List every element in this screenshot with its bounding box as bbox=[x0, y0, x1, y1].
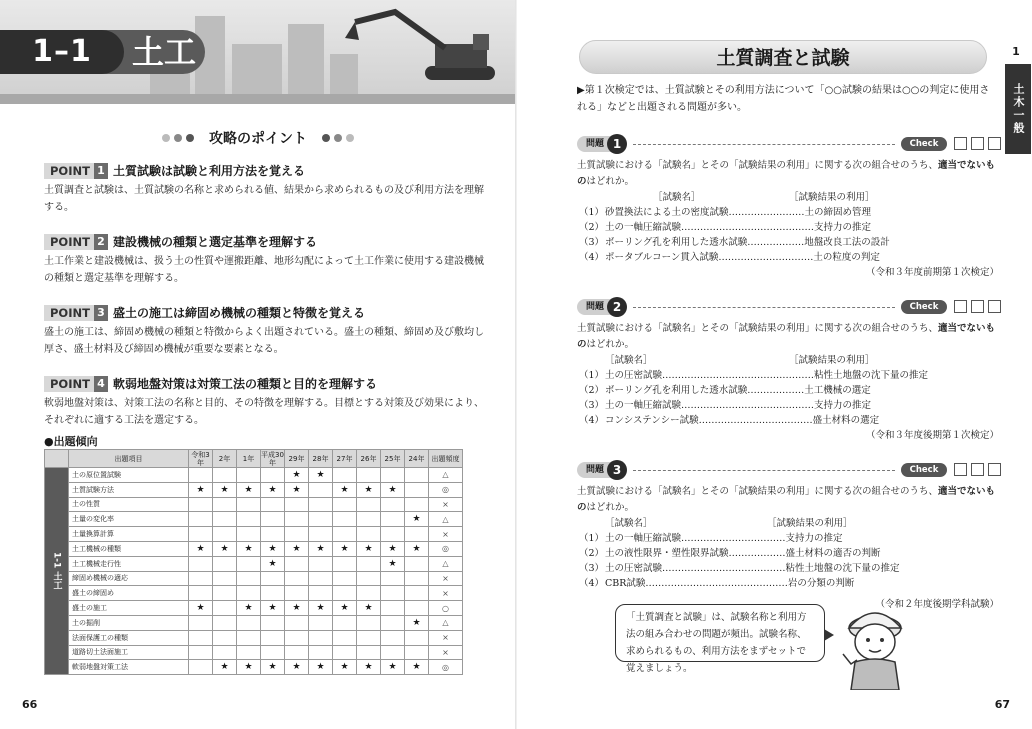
question-2 bbox=[577, 297, 1001, 443]
trend-mark bbox=[357, 497, 381, 512]
decor-dots-left bbox=[160, 130, 196, 146]
trend-mark: ★ bbox=[405, 541, 429, 556]
check-box[interactable] bbox=[988, 300, 1001, 313]
trend-year: 2年 bbox=[213, 450, 237, 468]
point-number: 4 bbox=[94, 376, 108, 392]
trend-year: 1年 bbox=[237, 450, 261, 468]
trend-mark: ★ bbox=[333, 541, 357, 556]
trend-mark bbox=[405, 468, 429, 483]
trend-row bbox=[45, 512, 463, 527]
worker-mascot-illustration bbox=[835, 598, 913, 690]
trend-item: 軟弱地盤対策工法 bbox=[69, 660, 189, 675]
check-box[interactable] bbox=[954, 137, 967, 150]
question-header bbox=[577, 134, 1001, 154]
trend-row bbox=[45, 571, 463, 586]
point-heading: 盛土の施工は締固め機械の種類と特徴を覚える bbox=[112, 306, 365, 320]
trend-mark bbox=[261, 615, 285, 630]
trend-mark bbox=[357, 630, 381, 645]
trend-mark bbox=[381, 512, 405, 527]
trend-mark bbox=[237, 586, 261, 601]
trend-mark bbox=[213, 630, 237, 645]
check-box[interactable] bbox=[971, 300, 984, 313]
trend-mark bbox=[285, 630, 309, 645]
trend-mark bbox=[405, 527, 429, 542]
trend-mark bbox=[309, 571, 333, 586]
trend-col-freq: 出題頻度 bbox=[429, 450, 463, 468]
trend-mark: ★ bbox=[285, 468, 309, 483]
option: （3） 土の一軸圧縮試験……………………………………支持力の推定 bbox=[579, 400, 872, 411]
trend-mark bbox=[261, 497, 285, 512]
trend-freq: × bbox=[429, 497, 463, 512]
trend-mark bbox=[189, 556, 213, 571]
trend-mark bbox=[357, 586, 381, 601]
trend-mark bbox=[261, 468, 285, 483]
trend-mark: ★ bbox=[261, 556, 285, 571]
point-badge: POINT bbox=[44, 234, 94, 250]
point-heading: 軟弱地盤対策は対策工法の種類と目的を理解する bbox=[112, 377, 377, 391]
trend-row bbox=[45, 615, 463, 630]
trend-mark bbox=[333, 527, 357, 542]
trend-mark bbox=[261, 645, 285, 660]
trend-col-item: 出題項目 bbox=[69, 450, 189, 468]
trend-freq: × bbox=[429, 527, 463, 542]
question-number: 1 bbox=[607, 134, 627, 154]
trend-mark: ★ bbox=[261, 482, 285, 497]
trend-mark: ★ bbox=[357, 601, 381, 616]
trend-year: 26年 bbox=[357, 450, 381, 468]
trend-mark bbox=[237, 527, 261, 542]
trend-mark bbox=[405, 497, 429, 512]
option: （4） コンシステンシー試験………………………………盛土材料の選定 bbox=[579, 415, 880, 426]
trend-mark bbox=[309, 630, 333, 645]
trend-mark bbox=[189, 571, 213, 586]
question-source: （令和３年度後期第１次検定） bbox=[865, 430, 999, 441]
trend-mark: ★ bbox=[381, 660, 405, 675]
trend-header-row bbox=[45, 450, 463, 468]
check-box[interactable] bbox=[988, 137, 1001, 150]
trend-mark: ★ bbox=[357, 482, 381, 497]
trend-mark bbox=[357, 556, 381, 571]
trend-mark: ★ bbox=[285, 541, 309, 556]
question-number: 2 bbox=[607, 297, 627, 317]
options-header: ［試験名］ ［試験結果の利用］ bbox=[605, 518, 853, 529]
trend-mark bbox=[237, 556, 261, 571]
trend-row bbox=[45, 527, 463, 542]
trend-mark: ★ bbox=[189, 541, 213, 556]
trend-mark bbox=[405, 586, 429, 601]
trend-mark bbox=[285, 527, 309, 542]
trend-mark bbox=[285, 586, 309, 601]
trend-row bbox=[45, 660, 463, 675]
dashed-rule bbox=[633, 307, 895, 308]
trend-freq: × bbox=[429, 571, 463, 586]
option: （4） CBR試験………………………………………岩の分類の判断 bbox=[579, 578, 855, 589]
trend-freq: ◎ bbox=[429, 660, 463, 675]
question-text: 土質試験における「試験名」とその「試験結果の利用」に関する次の組合せのうち、適当でないものはどれか。 bbox=[577, 160, 996, 187]
trend-table bbox=[44, 449, 463, 675]
trend-mark bbox=[405, 482, 429, 497]
trend-mark: ★ bbox=[405, 660, 429, 675]
option: （2） 土の一軸圧縮試験……………………………………支持力の推定 bbox=[579, 222, 872, 233]
advice-bubble: 「土質調査と試験」は、試験名称と利用方法の組み合わせの問題が頻出。試験名称、求められるもの、利用方法をまずセットで覚えましょう。 bbox=[615, 604, 825, 662]
trend-mark bbox=[333, 512, 357, 527]
trend-freq: × bbox=[429, 586, 463, 601]
check-box[interactable] bbox=[954, 463, 967, 476]
trend-mark: ★ bbox=[381, 556, 405, 571]
trend-item: 盛土の締固め bbox=[69, 586, 189, 601]
check-box[interactable] bbox=[988, 463, 1001, 476]
trend-mark bbox=[333, 571, 357, 586]
option: （2） ボーリング孔を利用した透水試験………………土工機械の選定 bbox=[579, 385, 871, 396]
trend-mark bbox=[309, 615, 333, 630]
trend-freq: △ bbox=[429, 468, 463, 483]
trend-mark bbox=[189, 512, 213, 527]
excavator-illustration bbox=[335, 4, 505, 96]
trend-mark bbox=[309, 497, 333, 512]
trend-mark bbox=[405, 556, 429, 571]
trend-row bbox=[45, 556, 463, 571]
trend-mark bbox=[213, 497, 237, 512]
trend-mark bbox=[189, 527, 213, 542]
trend-mark bbox=[333, 468, 357, 483]
trend-mark bbox=[381, 645, 405, 660]
option: （3） ボーリング孔を利用した透水試験………………地盤改良工法の設計 bbox=[579, 237, 890, 248]
trend-row bbox=[45, 586, 463, 601]
trend-mark bbox=[285, 512, 309, 527]
intro-text: ▶第１次検定では、土質試験とその利用方法について「○○試験の結果は○○の判定に使用される」などと出題される問題が多い。 bbox=[577, 85, 990, 113]
trend-mark bbox=[309, 512, 333, 527]
trend-mark: ★ bbox=[285, 660, 309, 675]
trend-mark bbox=[381, 571, 405, 586]
point-3 bbox=[44, 305, 484, 358]
trend-mark bbox=[405, 630, 429, 645]
trend-item: 土質試験方法 bbox=[69, 482, 189, 497]
trend-mark bbox=[333, 556, 357, 571]
trend-freq: ◎ bbox=[429, 541, 463, 556]
option: （1） 土の一軸圧縮試験……………………………支持力の推定 bbox=[579, 533, 843, 544]
trend-mark: ★ bbox=[237, 482, 261, 497]
trend-mark bbox=[213, 645, 237, 660]
dashed-rule bbox=[633, 470, 895, 471]
trend-mark bbox=[333, 645, 357, 660]
trend-year: 27年 bbox=[333, 450, 357, 468]
trend-mark bbox=[285, 497, 309, 512]
point-heading: 建設機械の種類と選定基準を理解する bbox=[112, 235, 317, 249]
trend-mark: ★ bbox=[333, 660, 357, 675]
trend-item: 締固め機械の適応 bbox=[69, 571, 189, 586]
trend-mark bbox=[189, 497, 213, 512]
trend-mark bbox=[357, 468, 381, 483]
trend-mark bbox=[237, 512, 261, 527]
trend-item: 土の性質 bbox=[69, 497, 189, 512]
trend-row bbox=[45, 541, 463, 556]
trend-mark bbox=[333, 586, 357, 601]
key-points-title: 攻略のポイント bbox=[209, 131, 307, 147]
trend-mark bbox=[189, 586, 213, 601]
trend-mark bbox=[333, 497, 357, 512]
trend-mark bbox=[261, 630, 285, 645]
trend-mark: ★ bbox=[237, 660, 261, 675]
trend-mark bbox=[189, 630, 213, 645]
trend-mark: ★ bbox=[213, 541, 237, 556]
trend-mark: ★ bbox=[357, 660, 381, 675]
trend-mark: ★ bbox=[237, 601, 261, 616]
trend-mark bbox=[261, 586, 285, 601]
trend-row bbox=[45, 482, 463, 497]
trend-row bbox=[45, 601, 463, 616]
trend-freq: × bbox=[429, 645, 463, 660]
trend-mark: ★ bbox=[381, 482, 405, 497]
point-number: 1 bbox=[94, 163, 108, 179]
point-heading: 土質試験は試験と利用方法を覚える bbox=[112, 164, 305, 178]
trend-mark: ★ bbox=[285, 601, 309, 616]
trend-mark bbox=[381, 630, 405, 645]
trend-mark bbox=[237, 630, 261, 645]
page-number-right: 67 bbox=[994, 698, 1010, 711]
trend-mark bbox=[237, 645, 261, 660]
trend-item: 土工機械走行性 bbox=[69, 556, 189, 571]
trend-mark: ★ bbox=[189, 601, 213, 616]
trend-item: 盛土の施工 bbox=[69, 601, 189, 616]
trend-mark bbox=[189, 615, 213, 630]
trend-item: 法面保護工の種類 bbox=[69, 630, 189, 645]
section-title: 土質調査と試験 bbox=[579, 40, 987, 74]
question-source: （令和３年度前期第１次検定） bbox=[865, 267, 999, 278]
trend-mark: ★ bbox=[357, 541, 381, 556]
trend-mark: ★ bbox=[285, 482, 309, 497]
trend-mark: ★ bbox=[309, 541, 333, 556]
trend-mark bbox=[309, 645, 333, 660]
trend-mark bbox=[213, 527, 237, 542]
point-number: 2 bbox=[94, 234, 108, 250]
question-number: 3 bbox=[607, 460, 627, 480]
question-3 bbox=[577, 460, 1001, 612]
check-badge: Check bbox=[901, 300, 947, 314]
trend-mark bbox=[213, 601, 237, 616]
option: （4） ポータブルコーン貫入試験…………………………土の粒度の判定 bbox=[579, 252, 880, 263]
trend-item: 土の掘削 bbox=[69, 615, 189, 630]
trend-mark bbox=[357, 615, 381, 630]
point-1 bbox=[44, 163, 484, 216]
trend-year: 25年 bbox=[381, 450, 405, 468]
trend-item: 土の原位置試験 bbox=[69, 468, 189, 483]
trend-mark bbox=[405, 601, 429, 616]
point-number: 3 bbox=[94, 305, 108, 321]
trend-mark bbox=[405, 645, 429, 660]
trend-mark bbox=[309, 482, 333, 497]
trend-row bbox=[45, 468, 463, 483]
trend-mark: ★ bbox=[405, 615, 429, 630]
trend-mark bbox=[213, 615, 237, 630]
option: （3） 土の圧密試験…………………………………粘性土地盤の沈下量の推定 bbox=[579, 563, 900, 574]
point-body: 盛土の施工は、締固め機械の種類と特徴からよく出題されている。盛土の種類、締固め及び敷均し厚さ、盛土材料及び締固め機械が重要な要素となる。 bbox=[44, 327, 484, 355]
trend-freq: × bbox=[429, 630, 463, 645]
check-box[interactable] bbox=[971, 137, 984, 150]
side-tab-label: 土木一般 bbox=[1005, 64, 1031, 154]
trend-freq: ○ bbox=[429, 601, 463, 616]
trend-mark bbox=[333, 630, 357, 645]
trend-mark bbox=[261, 571, 285, 586]
trend-mark bbox=[309, 586, 333, 601]
chapter-number: 1–1 bbox=[0, 30, 124, 74]
point-body: 土工作業と建設機械は、扱う土の性質や運搬距離、地形勾配によって土工作業に使用する建設機械の種類と選定基準を理解する。 bbox=[44, 256, 484, 284]
point-body: 軟弱地盤対策は、対策工法の名称と目的、その特徴を理解する。目標とする対策及び効果により、それぞれに適する工法を選定する。 bbox=[44, 398, 484, 426]
trend-mark bbox=[381, 601, 405, 616]
trend-mark bbox=[357, 645, 381, 660]
trend-mark bbox=[213, 468, 237, 483]
point-4 bbox=[44, 376, 484, 429]
question-label: 問題 bbox=[577, 136, 613, 152]
question-text: 土質試験における「試験名」とその「試験結果の利用」に関する次の組合せのうち、適当でないものはどれか。 bbox=[577, 486, 996, 513]
trend-mark: ★ bbox=[261, 660, 285, 675]
question-source: （令和２年度後期学科試験） bbox=[875, 599, 999, 610]
trend-mark: ★ bbox=[237, 541, 261, 556]
trend-mark: ★ bbox=[261, 601, 285, 616]
question-label: 問題 bbox=[577, 299, 613, 315]
decor-dots-right bbox=[320, 130, 356, 146]
trend-mark: ★ bbox=[213, 482, 237, 497]
check-box[interactable] bbox=[971, 463, 984, 476]
trend-mark bbox=[333, 615, 357, 630]
question-label: 問題 bbox=[577, 462, 613, 478]
trend-title: ●出題傾向 bbox=[44, 435, 98, 448]
trend-mark bbox=[237, 497, 261, 512]
trend-mark: ★ bbox=[309, 468, 333, 483]
trend-freq: △ bbox=[429, 556, 463, 571]
point-body: 土質調査と試験は、土質試験の名称と求められる値、結果から求められるもの及び利用方法を理解する。 bbox=[44, 185, 484, 213]
trend-item: 土量の変化率 bbox=[69, 512, 189, 527]
trend-mark bbox=[285, 645, 309, 660]
page-number-left: 66 bbox=[22, 698, 38, 711]
trend-mark bbox=[213, 571, 237, 586]
option: （1） 土の圧密試験…………………………………………粘性土地盤の沈下量の推定 bbox=[579, 370, 929, 381]
trend-mark bbox=[189, 660, 213, 675]
trend-year: 29年 bbox=[285, 450, 309, 468]
check-badge: Check bbox=[901, 463, 947, 477]
trend-year: 24年 bbox=[405, 450, 429, 468]
trend-mark: ★ bbox=[309, 601, 333, 616]
trend-item: 土量換算計算 bbox=[69, 527, 189, 542]
trend-mark: ★ bbox=[333, 601, 357, 616]
trend-mark bbox=[285, 571, 309, 586]
trend-mark bbox=[405, 571, 429, 586]
trend-mark bbox=[357, 527, 381, 542]
trend-mark bbox=[261, 527, 285, 542]
trend-mark: ★ bbox=[381, 541, 405, 556]
trend-mark bbox=[285, 556, 309, 571]
question-1 bbox=[577, 134, 1001, 280]
trend-mark bbox=[261, 512, 285, 527]
trend-mark bbox=[213, 556, 237, 571]
trend-row bbox=[45, 645, 463, 660]
trend-mark bbox=[381, 468, 405, 483]
dashed-rule bbox=[633, 144, 895, 145]
trend-side-label: 1-1 土工 bbox=[45, 468, 69, 675]
trend-mark bbox=[357, 512, 381, 527]
trend-mark: ★ bbox=[333, 482, 357, 497]
question-header bbox=[577, 460, 1001, 480]
trend-corner bbox=[45, 450, 69, 468]
trend-item: 道路切土法面施工 bbox=[69, 645, 189, 660]
trend-item: 土工機械の種類 bbox=[69, 541, 189, 556]
option: （2） 土の液性限界・塑性限界試験………………盛土材料の適否の判断 bbox=[579, 548, 881, 559]
trend-row bbox=[45, 630, 463, 645]
trend-mark bbox=[285, 615, 309, 630]
chapter-title: 土工 bbox=[132, 33, 197, 71]
point-badge: POINT bbox=[44, 305, 94, 321]
trend-freq: ◎ bbox=[429, 482, 463, 497]
question-header bbox=[577, 297, 1001, 317]
point-badge: POINT bbox=[44, 376, 94, 392]
check-box[interactable] bbox=[954, 300, 967, 313]
options-header: ［試験名］ ［試験結果の利用］ bbox=[653, 192, 875, 203]
trend-mark bbox=[381, 586, 405, 601]
trend-mark: ★ bbox=[213, 660, 237, 675]
trend-mark bbox=[237, 615, 261, 630]
question-text: 土質試験における「試験名」とその「試験結果の利用」に関する次の組合せのうち、適当でないものはどれか。 bbox=[577, 323, 996, 350]
trend-mark bbox=[381, 615, 405, 630]
key-points-header bbox=[0, 128, 516, 148]
trend-mark bbox=[309, 527, 333, 542]
trend-mark: ★ bbox=[309, 660, 333, 675]
trend-freq: △ bbox=[429, 615, 463, 630]
options-header: ［試験名］ ［試験結果の利用］ bbox=[605, 355, 875, 366]
trend-year: 28年 bbox=[309, 450, 333, 468]
trend-mark bbox=[381, 527, 405, 542]
side-tab-number: 1 bbox=[1012, 45, 1020, 58]
trend-freq: △ bbox=[429, 512, 463, 527]
trend-mark bbox=[189, 468, 213, 483]
trend-mark bbox=[237, 571, 261, 586]
trend-mark bbox=[237, 468, 261, 483]
trend-row bbox=[45, 497, 463, 512]
check-badge: Check bbox=[901, 137, 947, 151]
option: （1） 砂置換法による土の密度試験……………………土の締固め管理 bbox=[579, 207, 872, 218]
trend-year: 平成30年 bbox=[261, 450, 284, 467]
trend-mark bbox=[357, 571, 381, 586]
point-2 bbox=[44, 234, 484, 287]
point-badge: POINT bbox=[44, 163, 94, 179]
trend-mark bbox=[381, 497, 405, 512]
trend-mark: ★ bbox=[189, 482, 213, 497]
trend-mark: ★ bbox=[261, 541, 285, 556]
right-page bbox=[517, 0, 1032, 729]
trend-year: 令和3年 bbox=[189, 450, 213, 468]
trend-mark bbox=[189, 645, 213, 660]
trend-mark bbox=[213, 586, 237, 601]
trend-mark: ★ bbox=[405, 512, 429, 527]
trend-mark bbox=[309, 556, 333, 571]
trend-mark bbox=[213, 512, 237, 527]
